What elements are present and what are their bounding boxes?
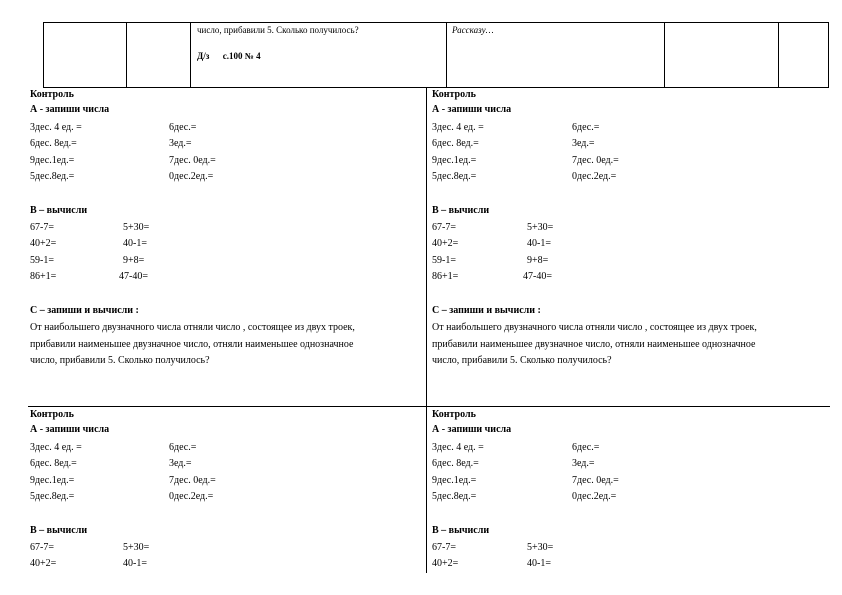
b-item: 86+1= bbox=[30, 271, 57, 282]
a-item: 9дес.1ед.= bbox=[30, 155, 75, 166]
a-item: 6дес. 8ед.= bbox=[432, 458, 479, 469]
a-item: 6дес. 8ед.= bbox=[432, 138, 479, 149]
section-c-text: прибавили наименьшее двузначное число, отняли наименьшее однозначное bbox=[432, 339, 756, 350]
section-b-heading: В – вычисли bbox=[432, 205, 490, 216]
a-item: 5дес.8ед.= bbox=[432, 171, 477, 182]
card-title: Контроль bbox=[432, 89, 476, 100]
section-b-heading: В – вычисли bbox=[30, 205, 88, 216]
section-c-text: число, прибавили 5. Сколько получилось? bbox=[30, 355, 210, 366]
a-item: 5дес.8ед.= bbox=[432, 491, 477, 502]
control-card-top-left bbox=[30, 89, 425, 405]
a-item: 6дес. 8ед.= bbox=[30, 458, 77, 469]
b-item: 5+30= bbox=[123, 222, 150, 233]
b-item: 5+30= bbox=[123, 542, 150, 553]
header-note: Рассказу… bbox=[452, 25, 494, 35]
section-c-heading: С – запиши и вычисли : bbox=[432, 305, 541, 316]
b-item: 40+2= bbox=[432, 558, 459, 569]
section-c-text: От наибольшего двузначного числа отняли число , состоящее из двух троек, bbox=[30, 322, 355, 333]
b-item: 40-1= bbox=[123, 558, 147, 569]
b-item: 9+8= bbox=[123, 255, 145, 266]
a-item: 6дес. 8ед.= bbox=[30, 138, 77, 149]
a-item: 6дес.= bbox=[169, 122, 197, 133]
a-item: 3дес. 4 ед. = bbox=[432, 122, 484, 133]
b-item: 86+1= bbox=[432, 271, 459, 282]
control-card-top-right bbox=[432, 89, 827, 405]
control-card-bottom-left bbox=[30, 409, 425, 589]
section-a-heading: А - запиши числа bbox=[432, 424, 512, 435]
section-a-heading: А - запиши числа bbox=[30, 104, 110, 115]
control-card-bottom-right bbox=[432, 409, 827, 589]
b-item: 67-7= bbox=[30, 542, 54, 553]
a-item: 9дес.1ед.= bbox=[30, 475, 75, 486]
b-item: 5+30= bbox=[527, 222, 554, 233]
section-c-text: прибавили наименьшее двузначное число, отняли наименьшее однозначное bbox=[30, 339, 354, 350]
header-divider-4 bbox=[664, 22, 665, 88]
b-item: 59-1= bbox=[432, 255, 456, 266]
b-item: 67-7= bbox=[432, 222, 456, 233]
a-item: 3дес. 4 ед. = bbox=[30, 122, 82, 133]
section-c-text: От наибольшего двузначного числа отняли число , состоящее из двух троек, bbox=[432, 322, 757, 333]
header-divider-2 bbox=[190, 22, 191, 88]
card-vertical-divider bbox=[426, 88, 427, 573]
a-item: 5дес.8ед.= bbox=[30, 491, 75, 502]
b-item: 67-7= bbox=[432, 542, 456, 553]
a-item: 7дес. 0ед.= bbox=[169, 155, 216, 166]
card-title: Контроль bbox=[432, 409, 476, 420]
a-item: 3ед.= bbox=[169, 138, 192, 149]
b-item: 40-1= bbox=[527, 558, 551, 569]
b-item: 47-40= bbox=[119, 271, 148, 282]
b-item: 40-1= bbox=[123, 238, 147, 249]
a-item: 0дес.2ед.= bbox=[572, 491, 617, 502]
a-item: 7дес. 0ед.= bbox=[169, 475, 216, 486]
a-item: 9дес.1ед.= bbox=[432, 155, 477, 166]
a-item: 7дес. 0ед.= bbox=[572, 475, 619, 486]
a-item: 0дес.2ед.= bbox=[572, 171, 617, 182]
b-item: 59-1= bbox=[30, 255, 54, 266]
section-b-heading: В – вычисли bbox=[432, 525, 490, 536]
a-item: 6дес.= bbox=[169, 442, 197, 453]
b-item: 67-7= bbox=[30, 222, 54, 233]
header-table bbox=[43, 22, 829, 88]
b-item: 40+2= bbox=[30, 238, 57, 249]
section-c-heading: С – запиши и вычисли : bbox=[30, 305, 139, 316]
a-item: 0дес.2ед.= bbox=[169, 491, 214, 502]
header-divider-5 bbox=[778, 22, 779, 88]
header-divider-1 bbox=[126, 22, 127, 88]
a-item: 6дес.= bbox=[572, 442, 600, 453]
header-task-fragment: число, прибавили 5. Сколько получилось? bbox=[197, 25, 359, 35]
a-item: 9дес.1ед.= bbox=[432, 475, 477, 486]
b-item: 47-40= bbox=[523, 271, 552, 282]
header-divider-3 bbox=[446, 22, 447, 88]
section-b-heading: В – вычисли bbox=[30, 525, 88, 536]
a-item: 5дес.8ед.= bbox=[30, 171, 75, 182]
a-item: 6дес.= bbox=[572, 122, 600, 133]
b-item: 40+2= bbox=[30, 558, 57, 569]
a-item: 3дес. 4 ед. = bbox=[432, 442, 484, 453]
section-a-heading: А - запиши числа bbox=[432, 104, 512, 115]
section-a-heading: А - запиши числа bbox=[30, 424, 110, 435]
a-item: 3ед.= bbox=[169, 458, 192, 469]
b-item: 40-1= bbox=[527, 238, 551, 249]
section-c-text: число, прибавили 5. Сколько получилось? bbox=[432, 355, 612, 366]
header-homework: Д/з с.100 № 4 bbox=[197, 51, 261, 61]
b-item: 5+30= bbox=[527, 542, 554, 553]
b-item: 40+2= bbox=[432, 238, 459, 249]
b-item: 9+8= bbox=[527, 255, 549, 266]
a-item: 0дес.2ед.= bbox=[169, 171, 214, 182]
card-title: Контроль bbox=[30, 409, 74, 420]
a-item: 3ед.= bbox=[572, 138, 595, 149]
a-item: 3дес. 4 ед. = bbox=[30, 442, 82, 453]
card-horizontal-divider bbox=[28, 406, 830, 407]
a-item: 3ед.= bbox=[572, 458, 595, 469]
a-item: 7дес. 0ед.= bbox=[572, 155, 619, 166]
card-title: Контроль bbox=[30, 89, 74, 100]
